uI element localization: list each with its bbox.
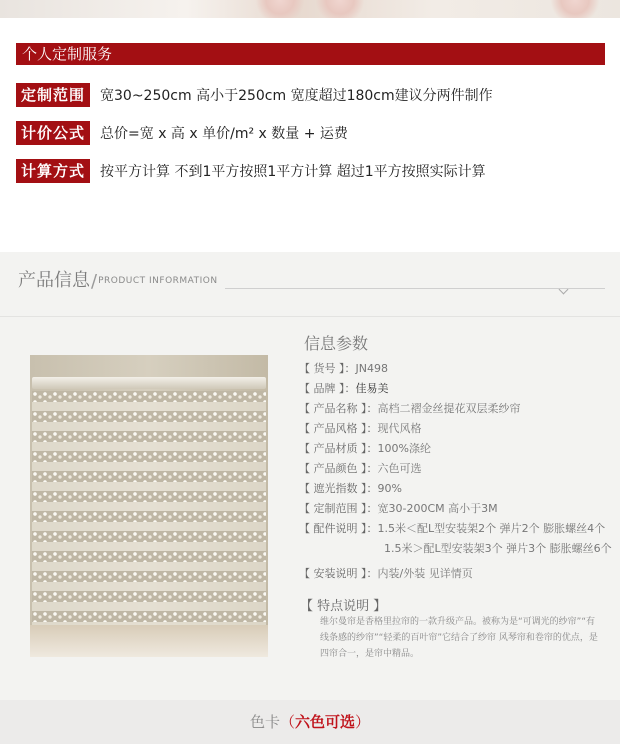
info-value: 六色可选: [377, 462, 422, 475]
blind-head-rail: [32, 377, 266, 389]
top-banner-strip: [0, 0, 620, 18]
info-key: 【 品牌 】：: [299, 382, 356, 395]
info-row-install: [299, 565, 473, 581]
info-value: 内装/外装 见详情页: [377, 567, 473, 580]
color-card-label: 色卡: [249, 713, 280, 731]
blind-sheer-stripe: [32, 442, 266, 451]
custom-service-title: 个人定制服务: [22, 45, 113, 63]
blind-sheer-stripe: [32, 562, 266, 571]
info-row-accessories: [299, 520, 605, 536]
blind-sheer-stripe: [32, 582, 266, 591]
info-value: 90%: [377, 482, 402, 495]
features-title: 【 特点说明 】: [300, 599, 387, 614]
paren-open: （: [279, 713, 295, 731]
window-sill: [30, 625, 268, 657]
info-value: 高档二褶金丝提花双层柔纱帘: [377, 402, 521, 415]
info-row-custom-range: [299, 500, 498, 516]
info-key: 【 产品名称 】：: [299, 402, 378, 415]
blind-sheer-stripe: [32, 402, 266, 411]
blind-lace-stripe: [32, 591, 266, 602]
blind-lace-stripe: [32, 551, 266, 562]
color-card-highlight: 六色可选: [295, 713, 356, 731]
price-formula-text: 总价=宽 x 高 x 单价/m² x 数量 + 运费: [100, 126, 348, 142]
section-divider: [0, 316, 620, 317]
custom-service-header: [16, 43, 605, 65]
info-value: 现代风格: [377, 422, 422, 435]
info-key: 【 遮光指数 】：: [299, 482, 378, 495]
info-value: 100%涤纶: [377, 442, 431, 455]
blind-sheer-stripe: [32, 462, 266, 471]
info-value: 1.5米＜配L型安装架2个 弹片2个 膨胀螺丝4个: [377, 522, 606, 535]
info-row-material: [299, 440, 431, 456]
info-row-style: [299, 420, 422, 436]
info-row-brand: [299, 380, 389, 396]
paren-close: ）: [355, 713, 371, 731]
blind-sheer-stripe: [32, 542, 266, 551]
info-row-accessories-2: [384, 540, 612, 556]
calc-method-tag: 计算方式: [16, 159, 90, 183]
info-key: 【 定制范围 】：: [299, 502, 378, 515]
blind-sheer-stripe: [32, 422, 266, 431]
info-key: 【 产品风格 】：: [299, 422, 378, 435]
blind-sheer-stripe: [32, 482, 266, 491]
blind-sheer-stripe: [32, 602, 266, 611]
heading-divider: [225, 288, 605, 289]
product-info-heading: [18, 268, 218, 292]
info-key: 【 安装说明 】：: [299, 567, 378, 580]
blind-lace-stripe: [32, 391, 266, 402]
info-key: 【 货号 】：: [299, 362, 356, 375]
custom-range-text: 宽30~250cm 高小于250cm 宽度超过180cm建议分两件制作: [100, 88, 493, 104]
blind-lace-stripe: [32, 571, 266, 582]
info-row-shading: [299, 480, 402, 496]
blind-lace-stripe: [32, 531, 266, 542]
features-text: 维尔曼帘是香格里拉帘的一款升级产品。被称为是“可调光的纱帘”“有线条感的纱帘”“轻柔的百叶帘”它结合了纱帘 风琴帘和卷帘的优点，是四帘合一，是帘中精品。: [320, 617, 598, 659]
blind-lace-stripe: [32, 611, 266, 622]
blind-lace-stripe: [32, 471, 266, 482]
info-key: 【 产品颜色 】：: [299, 462, 378, 475]
blind-sheer-stripe: [32, 522, 266, 531]
info-key: 【 配件说明 】：: [299, 522, 378, 535]
blind-lace-stripe: [32, 451, 266, 462]
custom-range-tag: 定制范围: [16, 83, 90, 107]
flower-decoration: [250, 0, 310, 18]
product-image: [30, 355, 268, 657]
info-row-sku: [299, 360, 388, 376]
blind-sheer-stripe: [32, 502, 266, 511]
color-card-heading: [0, 711, 620, 732]
calc-method-text: 按平方计算 不到1平方按照1平方计算 超过1平方按照实际计算: [100, 164, 486, 180]
info-value: 佳易美: [355, 382, 389, 395]
blind-lace-stripe: [32, 511, 266, 522]
info-value: 宽30-200CM 高小于3M: [377, 502, 498, 515]
flower-decoration: [310, 0, 370, 18]
blind-lace-stripe: [32, 491, 266, 502]
info-row-color: [299, 460, 422, 476]
info-params-title: 信息参数: [304, 334, 369, 353]
price-formula-tag: 计价公式: [16, 121, 90, 145]
info-row-name: [299, 400, 521, 416]
info-key: 【 产品材质 】：: [299, 442, 378, 455]
custom-range-row: [16, 83, 493, 107]
product-info-subtitle: PRODUCT INFORMATION: [98, 276, 218, 286]
info-value: JN498: [355, 362, 388, 375]
flower-decoration: [545, 0, 605, 18]
info-value: 1.5米＞配L型安装架3个 弹片3个 膨胀螺丝6个: [384, 542, 612, 555]
price-formula-row: [16, 121, 348, 145]
heading-separator: /: [91, 271, 98, 292]
product-info-title: 产品信息: [18, 270, 90, 291]
blind-lace-stripe: [32, 411, 266, 422]
calc-method-row: [16, 159, 486, 183]
blind-lace-stripe: [32, 431, 266, 442]
